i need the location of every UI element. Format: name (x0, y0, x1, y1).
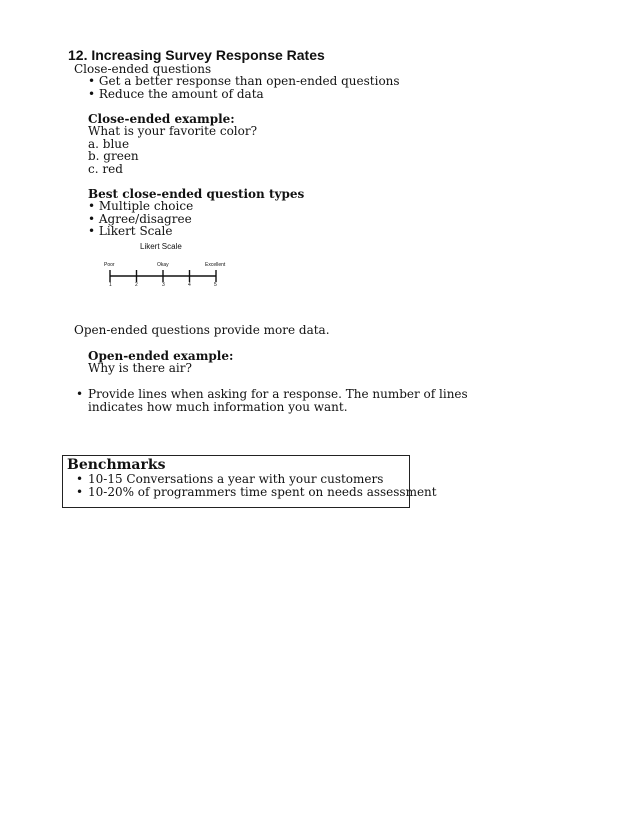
benchmark-bullet-marker: • (76, 472, 84, 486)
likert-anchor-excellent: Excellent (205, 262, 226, 268)
open-example-heading: Open-ended example: (88, 349, 234, 363)
likert-number: 5 (214, 282, 217, 288)
benchmark-item: 10-20% of programmers time spent on needs assessment (88, 485, 437, 499)
benchmark-bullet-marker: • (76, 485, 84, 499)
likert-number: 3 (162, 282, 165, 288)
closed-example-heading: Close-ended example: (88, 112, 235, 126)
lines-bullet-marker: • (76, 387, 84, 401)
benchmark-item: 10-15 Conversations a year with your customers (88, 472, 384, 486)
best-type-item: • Agree/disagree (88, 212, 192, 226)
closed-bullet-2: • Reduce the amount of data (88, 87, 264, 101)
benchmarks-title: Benchmarks (67, 457, 166, 473)
likert-number: 2 (135, 282, 138, 288)
lines-bullet-line-1: Provide lines when asking for a response. The number of lines (88, 387, 468, 401)
likert-scale-line (104, 269, 234, 283)
best-types-heading: Best close-ended question types (88, 187, 305, 201)
closed-bullet-1: • Get a better response than open-ended questions (88, 74, 400, 88)
closed-example-option: c. red (88, 162, 123, 176)
lines-bullet-line-2: indicates how much information you want. (88, 400, 348, 414)
best-type-item: • Multiple choice (88, 199, 194, 213)
open-example-question: Why is there air? (88, 361, 192, 375)
likert-title: Likert Scale (140, 242, 182, 251)
likert-number: 4 (188, 282, 191, 288)
closed-example-option: a. blue (88, 137, 130, 151)
likert-anchor-poor: Poor (104, 262, 115, 268)
likert-anchor-okay: Okay (157, 262, 169, 268)
closed-example-option: b. green (88, 149, 139, 163)
closed-example-question: What is your favorite color? (88, 124, 258, 138)
closed-heading: Close-ended questions (74, 62, 212, 76)
section-title: 12. Increasing Survey Response Rates (68, 47, 325, 63)
open-statement: Open-ended questions provide more data. (74, 323, 330, 337)
best-type-item: • Likert Scale (88, 224, 173, 238)
likert-number: 1 (109, 282, 112, 288)
